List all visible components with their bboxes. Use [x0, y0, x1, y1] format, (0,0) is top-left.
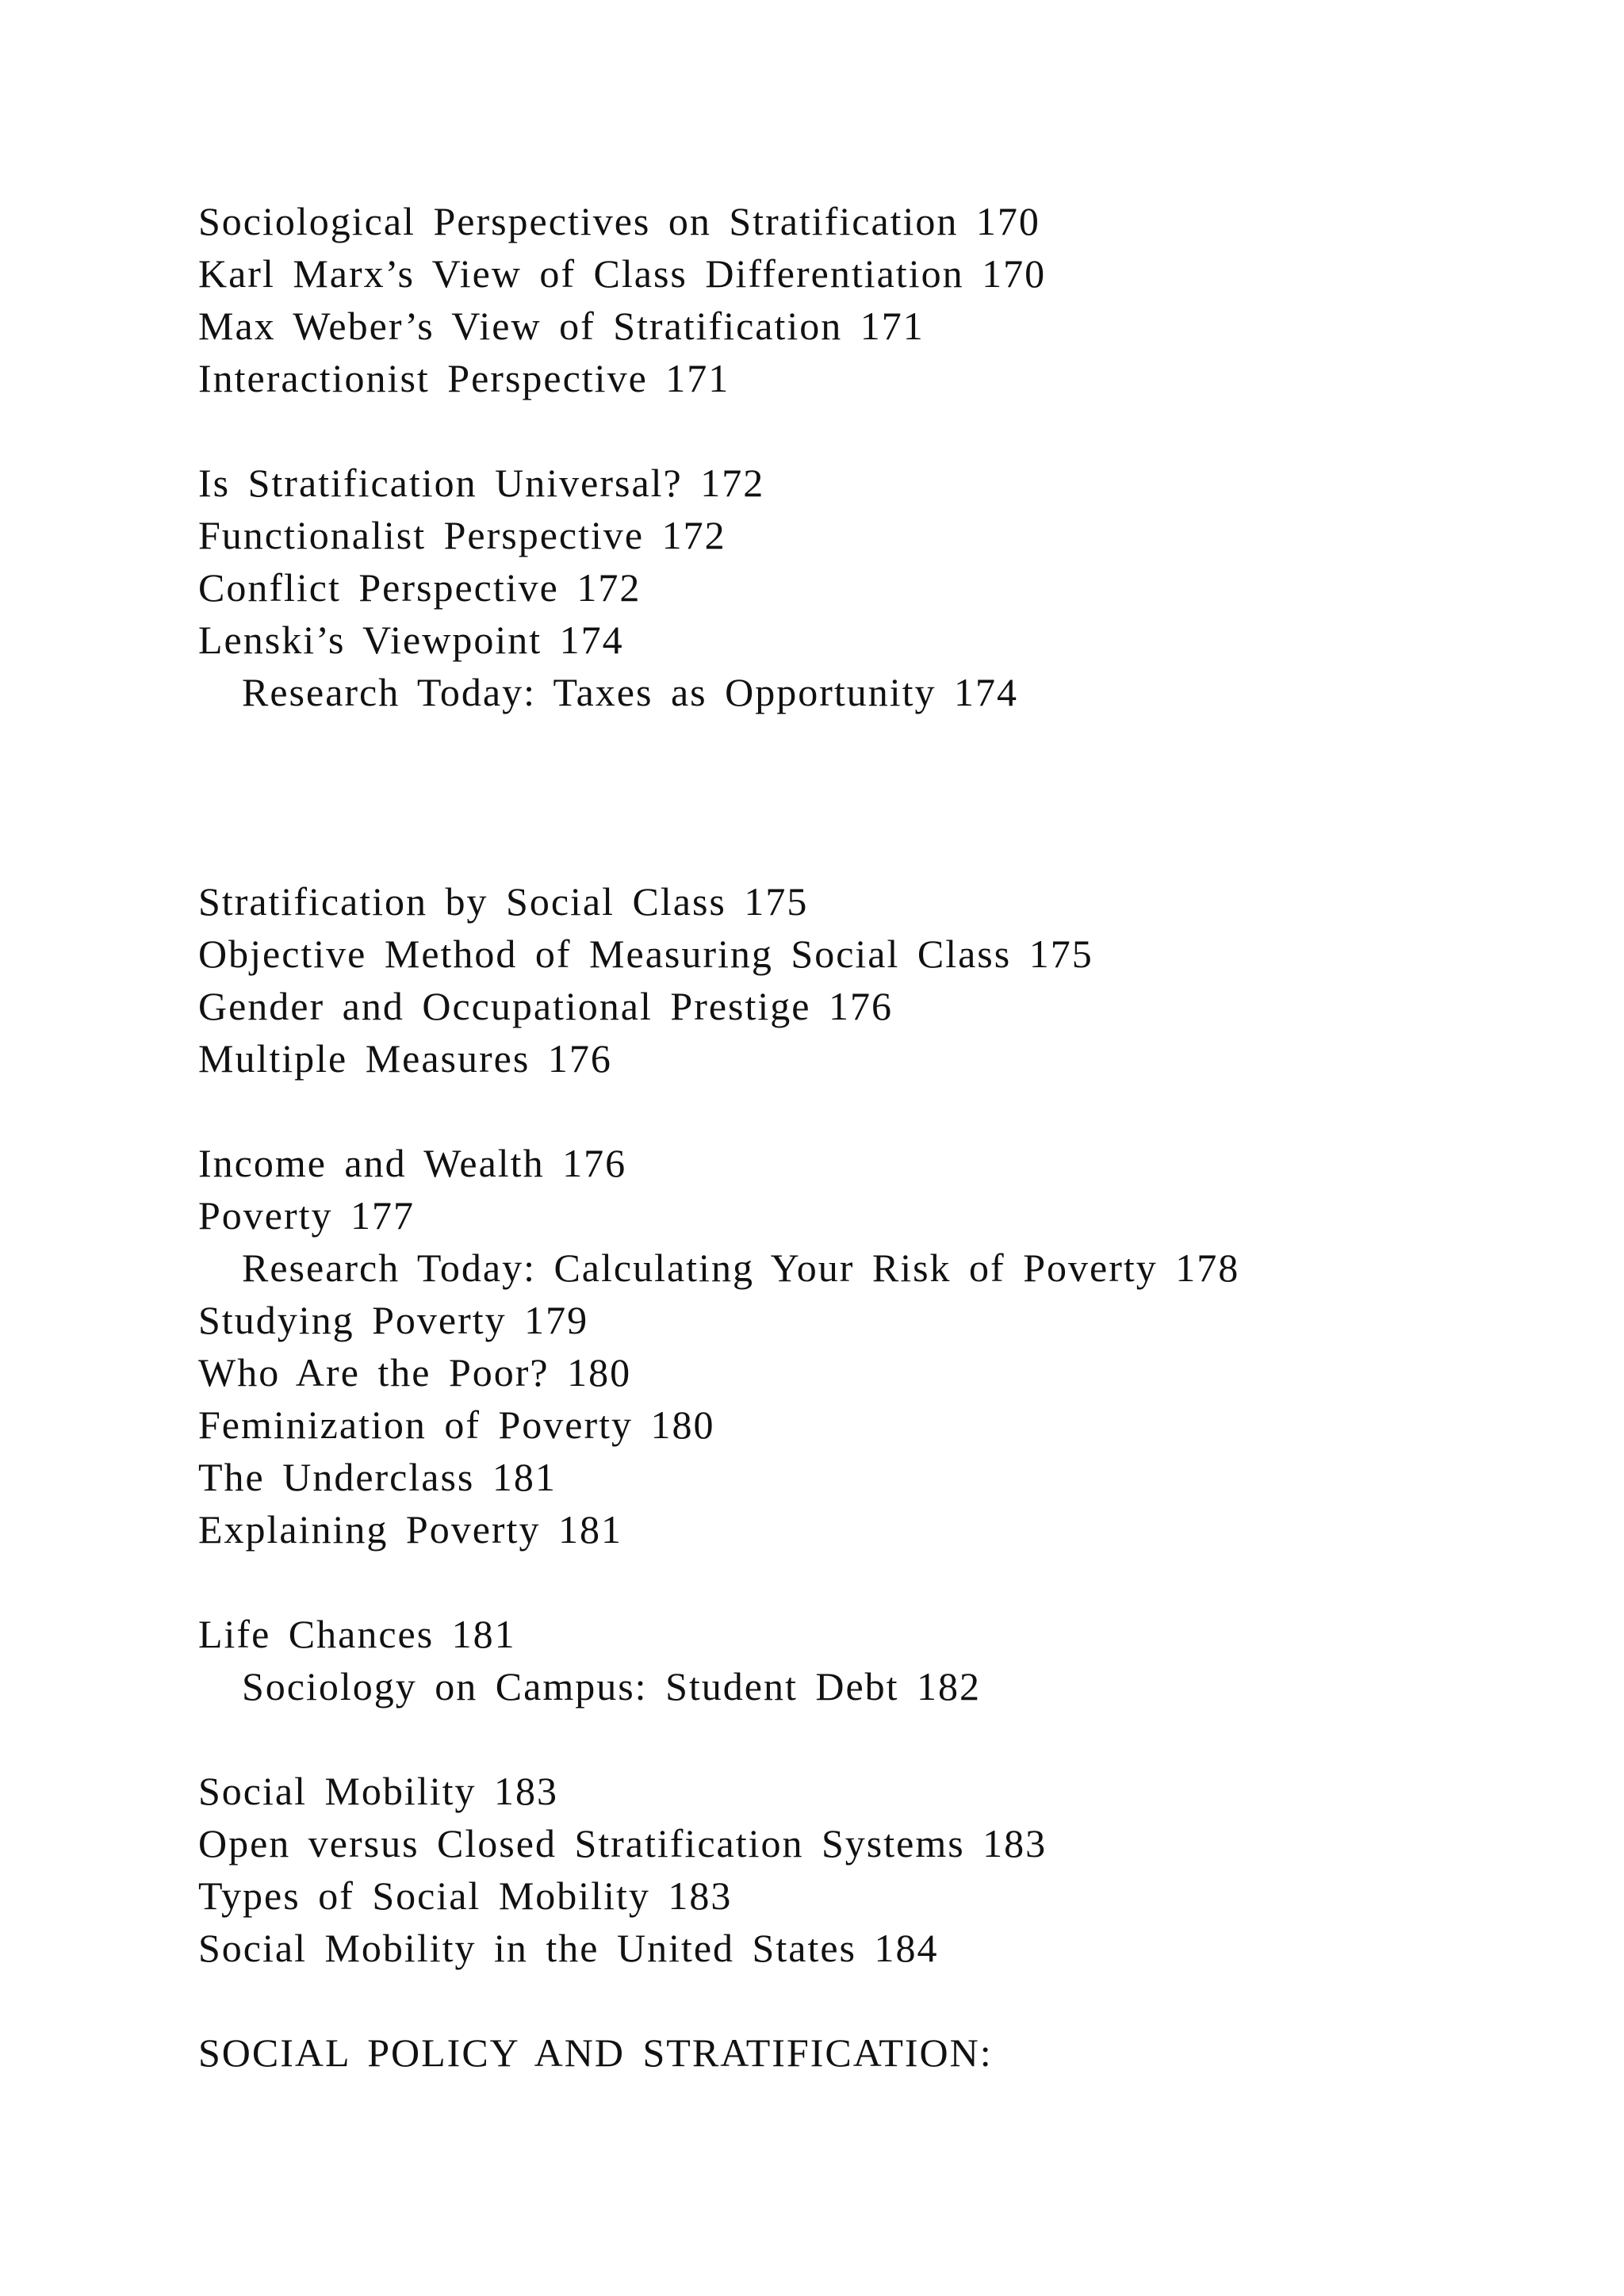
- toc-entry: Types of Social Mobility 183: [198, 1873, 733, 1918]
- table-of-contents: [198, 195, 1546, 2079]
- section-spacer: [198, 1085, 1546, 1137]
- toc-entry: Multiple Measures 176: [198, 1036, 612, 1081]
- toc-entry: Studying Poverty 179: [198, 1298, 589, 1342]
- toc-entry: Karl Marx’s View of Class Differentiation 170: [198, 251, 1047, 296]
- toc-entry: Lenski’s Viewpoint 174: [198, 618, 624, 662]
- section-spacer: [198, 718, 1546, 875]
- toc-entry: Sociological Perspectives on Stratification 170: [198, 199, 1040, 243]
- toc-entry: Stratification by Social Class 175: [198, 879, 809, 924]
- toc-entry: Max Weber’s View of Stratification 171: [198, 304, 925, 348]
- section-spacer: [198, 404, 1546, 457]
- toc-entry: Life Chances 181: [198, 1612, 516, 1656]
- toc-entry: Functionalist Perspective 172: [198, 513, 726, 557]
- toc-entry: The Underclass 181: [198, 1455, 557, 1499]
- toc-entry: Social Mobility in the United States 184: [198, 1926, 939, 1970]
- toc-entry: Income and Wealth 176: [198, 1141, 627, 1185]
- toc-subentry: Research Today: Taxes as Opportunity 174: [242, 670, 1019, 714]
- toc-entry: Poverty 177: [198, 1193, 416, 1238]
- toc-section-heading: SOCIAL POLICY AND STRATIFICATION:: [198, 2030, 993, 2075]
- toc-entry: Explaining Poverty 181: [198, 1507, 622, 1552]
- toc-entry: Interactionist Perspective 171: [198, 356, 730, 400]
- toc-subentry: Sociology on Campus: Student Debt 182: [242, 1664, 982, 1709]
- toc-entry: Is Stratification Universal? 172: [198, 461, 765, 505]
- toc-entry: Who Are the Poor? 180: [198, 1350, 632, 1395]
- section-spacer: [198, 1556, 1546, 1608]
- toc-entry: Objective Method of Measuring Social Class 175: [198, 932, 1094, 976]
- toc-entry: Gender and Occupational Prestige 176: [198, 984, 893, 1028]
- toc-entry: Social Mobility 183: [198, 1769, 558, 1813]
- section-spacer: [198, 1974, 1546, 2026]
- section-spacer: [198, 1712, 1546, 1765]
- toc-entry: Open versus Closed Stratification Systems 183: [198, 1821, 1048, 1866]
- toc-entry: Feminization of Poverty 180: [198, 1402, 715, 1447]
- toc-subentry: Research Today: Calculating Your Risk of Poverty 178: [242, 1246, 1240, 1290]
- toc-entry: Conflict Perspective 172: [198, 565, 642, 610]
